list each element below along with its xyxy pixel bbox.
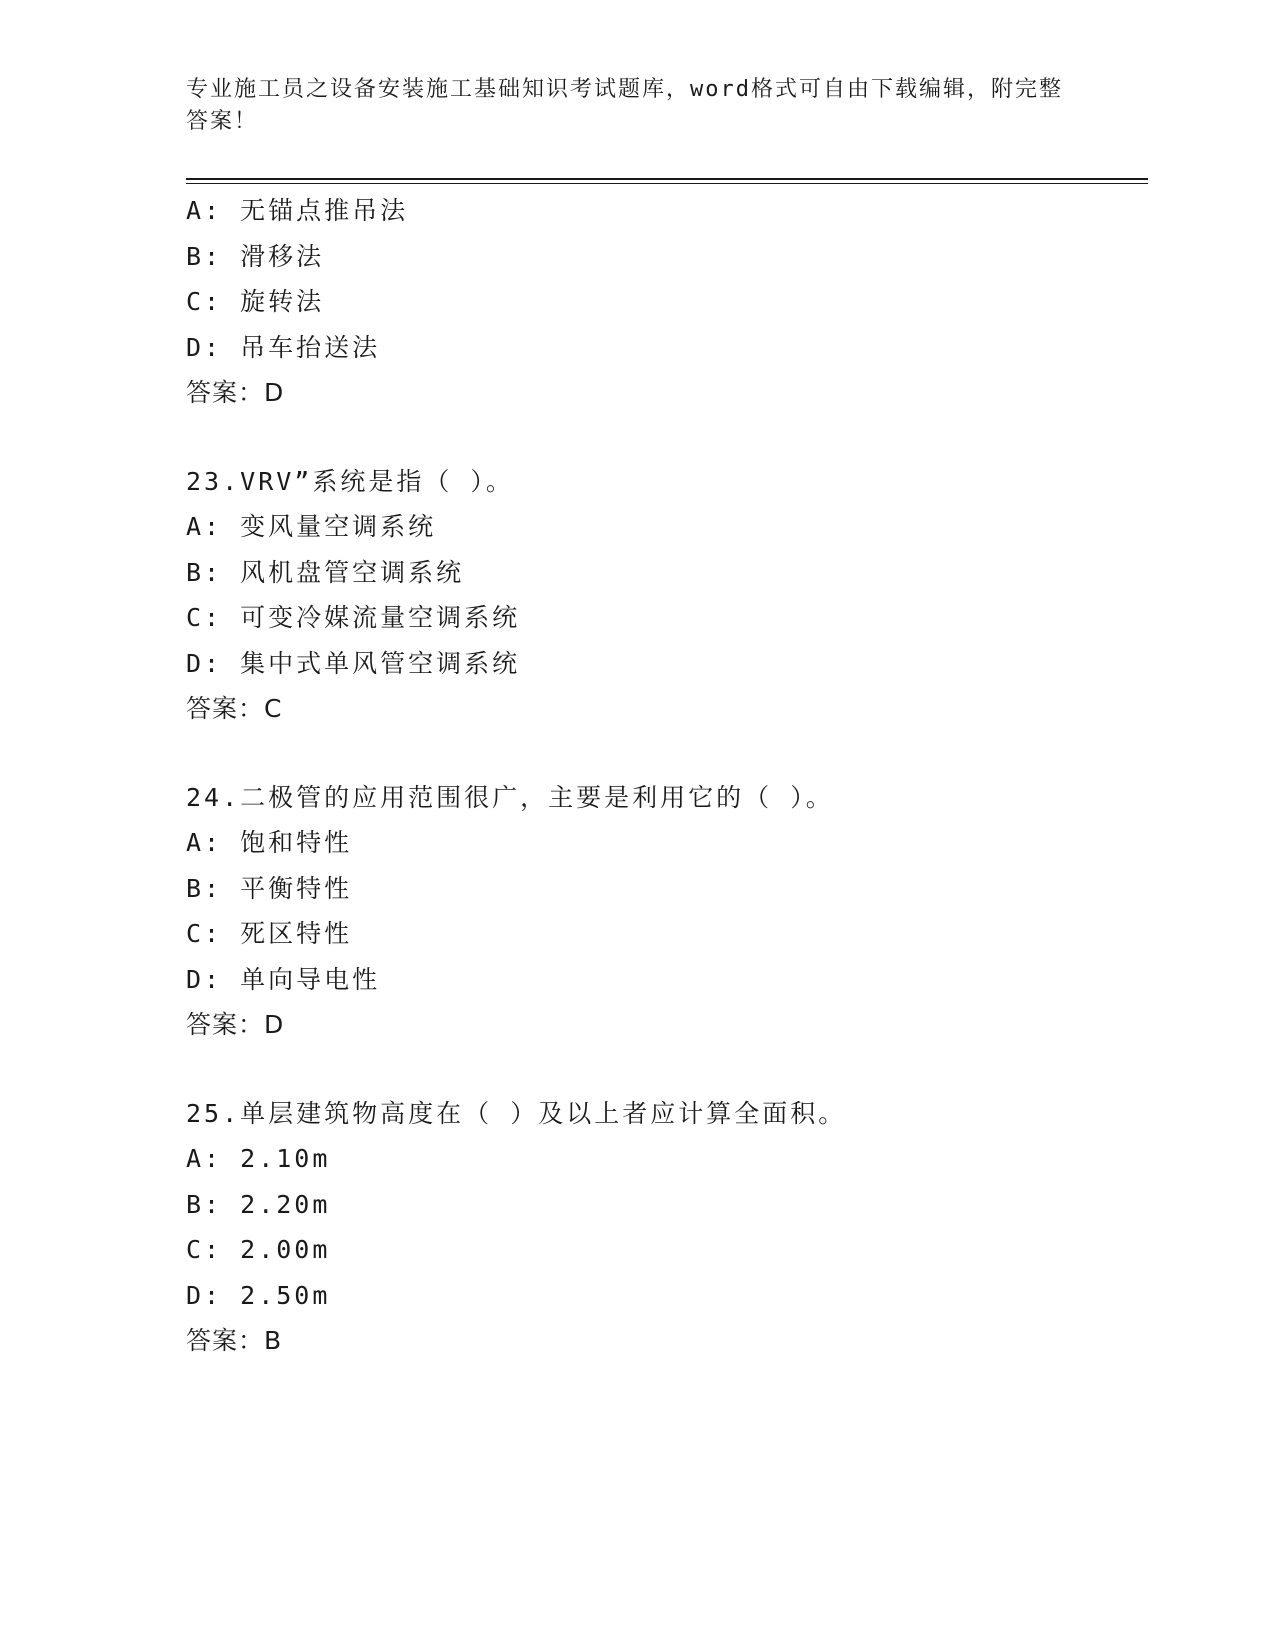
option-b: B: 平衡特性 (186, 873, 353, 903)
header-divider-thick (186, 178, 1148, 180)
question-stem: 25.单层建筑物高度在（ ）及以上者应计算全面积。 (186, 1098, 847, 1128)
answer: 答案：B (186, 1326, 283, 1355)
header-divider-thin (186, 183, 1148, 184)
option-c: C: 2.00m (186, 1235, 331, 1264)
option-a: A: 变风量空调系统 (186, 512, 437, 541)
option-d: D: 集中式单风管空调系统 (186, 648, 521, 678)
question-list (186, 188, 1146, 1364)
answer: 答案：D (186, 1010, 285, 1039)
answer: 答案：D (186, 378, 285, 407)
option-b: B: 滑移法 (186, 241, 325, 271)
option-c: C: 死区特性 (186, 919, 353, 948)
question-stem: 24.二极管的应用范围很广，主要是利用它的（ ）。 (186, 782, 834, 812)
question-block (186, 459, 1146, 732)
option-d: D: 单向导电性 (186, 964, 381, 994)
document-header: 专业施工员之设备安装施工基础知识考试题库，word格式可自由下载编辑，附完整答案！ (186, 77, 1063, 134)
option-a: A: 2.10m (186, 1144, 331, 1173)
option-b: B: 2.20m (186, 1189, 331, 1219)
option-a: A: 无锚点推吊法 (186, 196, 409, 225)
option-c: C: 可变冷媒流量空调系统 (186, 603, 521, 632)
answer: 答案：C (186, 694, 283, 723)
option-d: D: 2.50m (186, 1280, 331, 1310)
option-b: B: 风机盘管空调系统 (186, 557, 465, 587)
option-c: C: 旋转法 (186, 287, 325, 316)
question-block (186, 1091, 1146, 1364)
question-block (186, 775, 1146, 1048)
option-d: D: 吊车抬送法 (186, 332, 381, 362)
question-stem: 23.VRV”系统是指（ ）。 (186, 466, 514, 496)
question-block (186, 188, 1146, 416)
option-a: A: 饱和特性 (186, 828, 353, 857)
